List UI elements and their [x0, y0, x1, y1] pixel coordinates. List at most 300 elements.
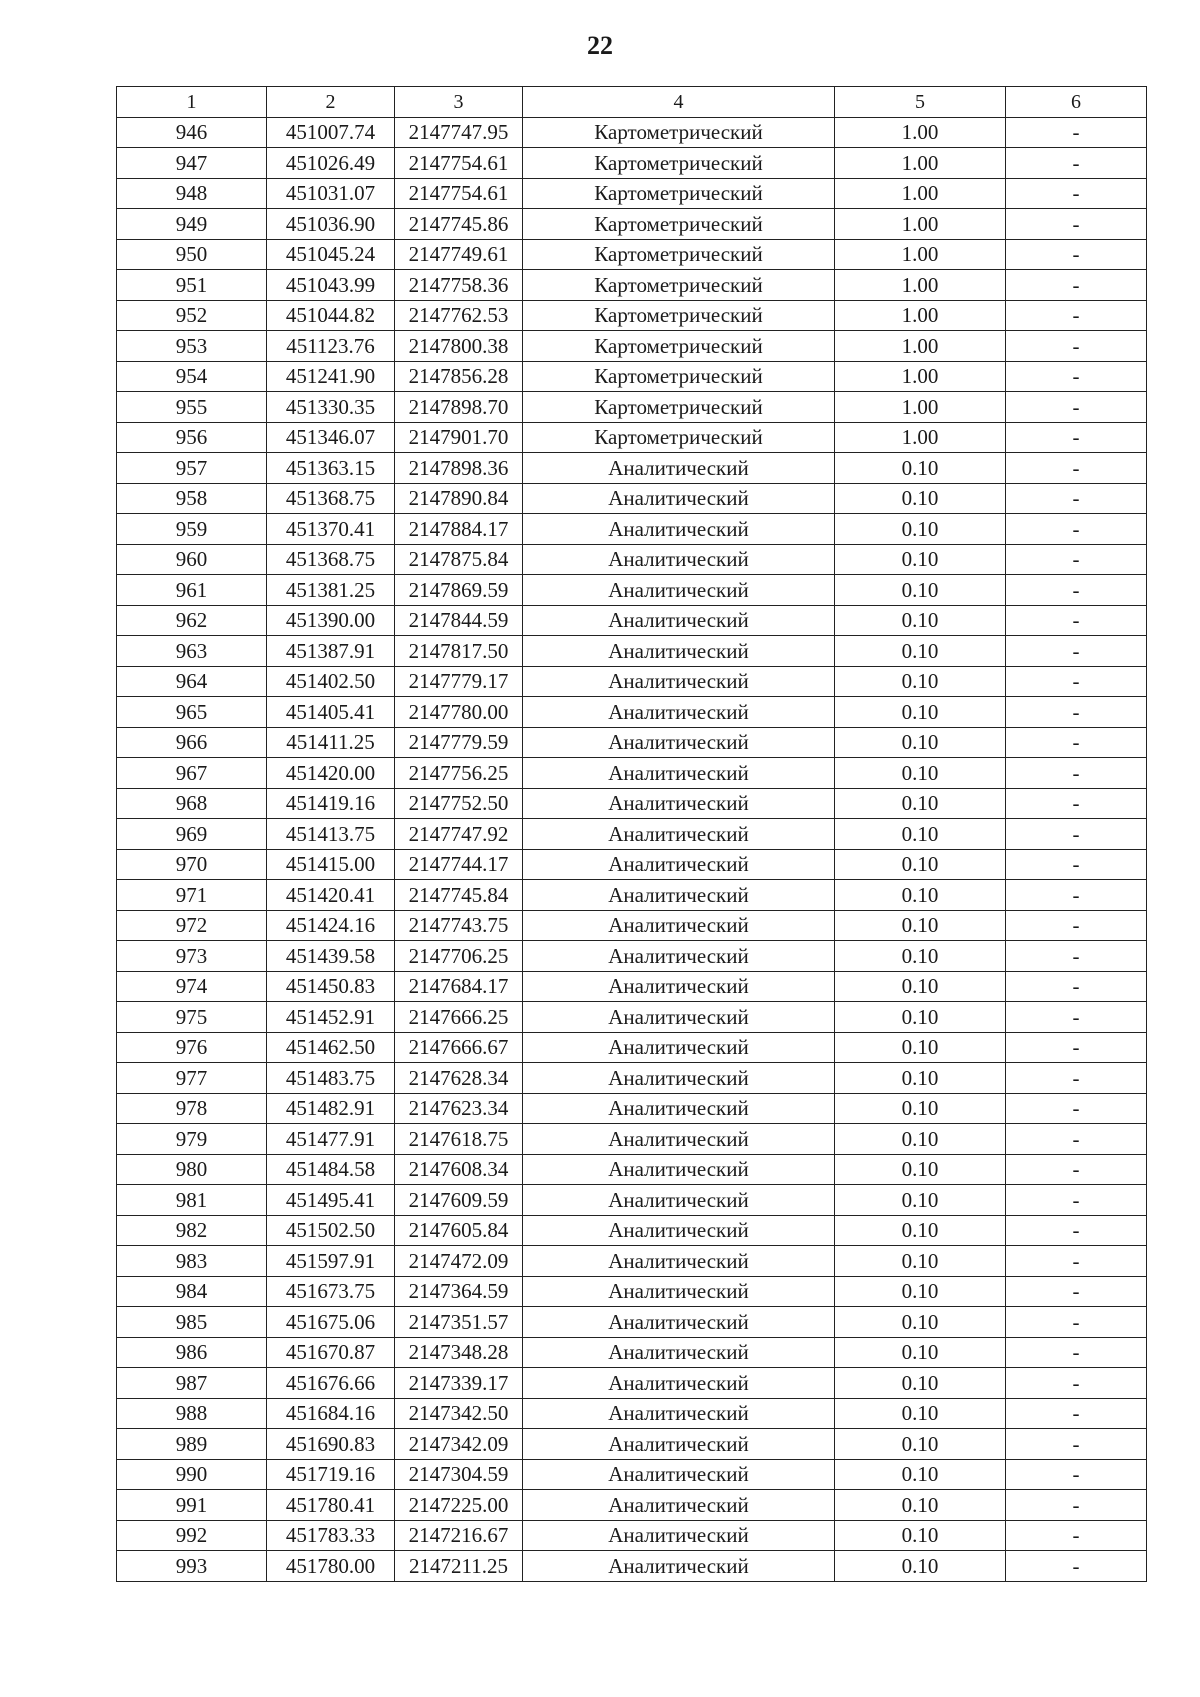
cell-point-number: 968 [117, 788, 267, 819]
cell-method: Аналитический [523, 910, 835, 941]
cell-x-coordinate: 451597.91 [267, 1246, 395, 1277]
cell-y-coordinate: 2147342.50 [395, 1398, 523, 1429]
table-row [117, 1185, 1147, 1216]
cell-method: Аналитический [523, 636, 835, 667]
cell-y-coordinate: 2147758.36 [395, 270, 523, 301]
cell-point-number: 950 [117, 239, 267, 270]
cell-point-number: 989 [117, 1429, 267, 1460]
cell-point-number: 972 [117, 910, 267, 941]
cell-y-coordinate: 2147684.17 [395, 971, 523, 1002]
cell-note: - [1006, 666, 1147, 697]
cell-x-coordinate: 451415.00 [267, 849, 395, 880]
cell-note: - [1006, 1429, 1147, 1460]
cell-point-number: 957 [117, 453, 267, 484]
cell-note: - [1006, 483, 1147, 514]
cell-point-number: 956 [117, 422, 267, 453]
cell-x-coordinate: 451424.16 [267, 910, 395, 941]
table-row [117, 819, 1147, 850]
cell-method: Аналитический [523, 941, 835, 972]
cell-x-coordinate: 451452.91 [267, 1002, 395, 1033]
cell-x-coordinate: 451045.24 [267, 239, 395, 270]
cell-method: Картометрический [523, 422, 835, 453]
cell-method: Аналитический [523, 1154, 835, 1185]
cell-accuracy: 0.10 [835, 1490, 1006, 1521]
table-row [117, 1246, 1147, 1277]
cell-method: Аналитический [523, 666, 835, 697]
table-row [117, 1002, 1147, 1033]
cell-note: - [1006, 1307, 1147, 1338]
cell-method: Картометрический [523, 270, 835, 301]
cell-accuracy: 0.10 [835, 880, 1006, 911]
cell-x-coordinate: 451368.75 [267, 483, 395, 514]
cell-y-coordinate: 2147756.25 [395, 758, 523, 789]
cell-point-number: 986 [117, 1337, 267, 1368]
cell-method: Аналитический [523, 788, 835, 819]
cell-y-coordinate: 2147342.09 [395, 1429, 523, 1460]
cell-note: - [1006, 819, 1147, 850]
cell-note: - [1006, 1520, 1147, 1551]
cell-accuracy: 0.10 [835, 788, 1006, 819]
cell-y-coordinate: 2147618.75 [395, 1124, 523, 1155]
cell-note: - [1006, 1215, 1147, 1246]
cell-point-number: 961 [117, 575, 267, 606]
cell-y-coordinate: 2147747.92 [395, 819, 523, 850]
cell-note: - [1006, 1551, 1147, 1582]
cell-point-number: 958 [117, 483, 267, 514]
cell-y-coordinate: 2147754.61 [395, 178, 523, 209]
cell-x-coordinate: 451381.25 [267, 575, 395, 606]
cell-note: - [1006, 392, 1147, 423]
cell-x-coordinate: 451363.15 [267, 453, 395, 484]
cell-y-coordinate: 2147901.70 [395, 422, 523, 453]
cell-x-coordinate: 451368.75 [267, 544, 395, 575]
cell-method: Аналитический [523, 1032, 835, 1063]
table-row [117, 727, 1147, 758]
cell-accuracy: 0.10 [835, 910, 1006, 941]
cell-method: Картометрический [523, 209, 835, 240]
cell-y-coordinate: 2147898.70 [395, 392, 523, 423]
cell-point-number: 971 [117, 880, 267, 911]
cell-x-coordinate: 451477.91 [267, 1124, 395, 1155]
table-row [117, 941, 1147, 972]
cell-x-coordinate: 451673.75 [267, 1276, 395, 1307]
cell-accuracy: 0.10 [835, 971, 1006, 1002]
cell-note: - [1006, 575, 1147, 606]
cell-note: - [1006, 1276, 1147, 1307]
cell-point-number: 954 [117, 361, 267, 392]
cell-point-number: 949 [117, 209, 267, 240]
table-row [117, 1429, 1147, 1460]
cell-note: - [1006, 1032, 1147, 1063]
cell-x-coordinate: 451419.16 [267, 788, 395, 819]
cell-note: - [1006, 941, 1147, 972]
cell-y-coordinate: 2147752.50 [395, 788, 523, 819]
cell-point-number: 963 [117, 636, 267, 667]
cell-method: Аналитический [523, 1520, 835, 1551]
cell-x-coordinate: 451346.07 [267, 422, 395, 453]
cell-point-number: 983 [117, 1246, 267, 1277]
table-row [117, 971, 1147, 1002]
cell-note: - [1006, 453, 1147, 484]
cell-accuracy: 1.00 [835, 270, 1006, 301]
cell-x-coordinate: 451241.90 [267, 361, 395, 392]
cell-point-number: 984 [117, 1276, 267, 1307]
cell-accuracy: 1.00 [835, 148, 1006, 179]
cell-x-coordinate: 451783.33 [267, 1520, 395, 1551]
cell-accuracy: 0.10 [835, 758, 1006, 789]
cell-x-coordinate: 451483.75 [267, 1063, 395, 1094]
cell-x-coordinate: 451036.90 [267, 209, 395, 240]
cell-note: - [1006, 209, 1147, 240]
cell-method: Аналитический [523, 1429, 835, 1460]
cell-note: - [1006, 178, 1147, 209]
cell-note: - [1006, 788, 1147, 819]
cell-note: - [1006, 1490, 1147, 1521]
cell-note: - [1006, 1002, 1147, 1033]
table-row [117, 1124, 1147, 1155]
cell-method: Аналитический [523, 1337, 835, 1368]
cell-accuracy: 0.10 [835, 1368, 1006, 1399]
cell-method: Аналитический [523, 1368, 835, 1399]
cell-note: - [1006, 727, 1147, 758]
cell-x-coordinate: 451402.50 [267, 666, 395, 697]
cell-y-coordinate: 2147472.09 [395, 1246, 523, 1277]
cell-point-number: 979 [117, 1124, 267, 1155]
cell-accuracy: 0.10 [835, 819, 1006, 850]
cell-accuracy: 0.10 [835, 544, 1006, 575]
cell-method: Картометрический [523, 392, 835, 423]
cell-y-coordinate: 2147898.36 [395, 453, 523, 484]
cell-point-number: 964 [117, 666, 267, 697]
cell-y-coordinate: 2147628.34 [395, 1063, 523, 1094]
table-row [117, 666, 1147, 697]
table-row [117, 148, 1147, 179]
cell-y-coordinate: 2147749.61 [395, 239, 523, 270]
cell-accuracy: 1.00 [835, 300, 1006, 331]
cell-y-coordinate: 2147609.59 [395, 1185, 523, 1216]
cell-x-coordinate: 451044.82 [267, 300, 395, 331]
table-row [117, 1368, 1147, 1399]
cell-note: - [1006, 1459, 1147, 1490]
cell-x-coordinate: 451387.91 [267, 636, 395, 667]
cell-method: Картометрический [523, 178, 835, 209]
cell-point-number: 985 [117, 1307, 267, 1338]
cell-accuracy: 0.10 [835, 1520, 1006, 1551]
cell-x-coordinate: 451390.00 [267, 605, 395, 636]
cell-point-number: 974 [117, 971, 267, 1002]
cell-accuracy: 0.10 [835, 1337, 1006, 1368]
cell-x-coordinate: 451484.58 [267, 1154, 395, 1185]
table-row [117, 1551, 1147, 1582]
cell-note: - [1006, 758, 1147, 789]
cell-point-number: 969 [117, 819, 267, 850]
cell-accuracy: 0.10 [835, 1276, 1006, 1307]
table-row [117, 361, 1147, 392]
cell-note: - [1006, 1185, 1147, 1216]
cell-accuracy: 0.10 [835, 575, 1006, 606]
cell-accuracy: 1.00 [835, 361, 1006, 392]
cell-method: Аналитический [523, 697, 835, 728]
cell-y-coordinate: 2147225.00 [395, 1490, 523, 1521]
cell-point-number: 955 [117, 392, 267, 423]
cell-y-coordinate: 2147348.28 [395, 1337, 523, 1368]
cell-method: Аналитический [523, 1490, 835, 1521]
cell-point-number: 947 [117, 148, 267, 179]
cell-method: Аналитический [523, 1215, 835, 1246]
table-row [117, 209, 1147, 240]
cell-note: - [1006, 1368, 1147, 1399]
cell-note: - [1006, 361, 1147, 392]
cell-note: - [1006, 697, 1147, 728]
cell-point-number: 970 [117, 849, 267, 880]
cell-method: Картометрический [523, 117, 835, 148]
table-row [117, 544, 1147, 575]
cell-x-coordinate: 451502.50 [267, 1215, 395, 1246]
table-row [117, 514, 1147, 545]
cell-point-number: 946 [117, 117, 267, 148]
cell-point-number: 988 [117, 1398, 267, 1429]
cell-method: Аналитический [523, 727, 835, 758]
cell-note: - [1006, 1124, 1147, 1155]
cell-x-coordinate: 451439.58 [267, 941, 395, 972]
cell-y-coordinate: 2147869.59 [395, 575, 523, 606]
table-row [117, 1520, 1147, 1551]
table-row [117, 880, 1147, 911]
cell-method: Аналитический [523, 1246, 835, 1277]
cell-accuracy: 0.10 [835, 1215, 1006, 1246]
cell-point-number: 992 [117, 1520, 267, 1551]
cell-method: Аналитический [523, 1002, 835, 1033]
cell-note: - [1006, 1398, 1147, 1429]
cell-accuracy: 1.00 [835, 117, 1006, 148]
table-row [117, 575, 1147, 606]
cell-note: - [1006, 514, 1147, 545]
cell-method: Аналитический [523, 880, 835, 911]
table-row [117, 1032, 1147, 1063]
cell-x-coordinate: 451031.07 [267, 178, 395, 209]
cell-point-number: 967 [117, 758, 267, 789]
header-cell-1: 1 [117, 87, 267, 118]
cell-x-coordinate: 451495.41 [267, 1185, 395, 1216]
cell-x-coordinate: 451690.83 [267, 1429, 395, 1460]
cell-note: - [1006, 300, 1147, 331]
table-row [117, 1276, 1147, 1307]
cell-note: - [1006, 880, 1147, 911]
cell-y-coordinate: 2147304.59 [395, 1459, 523, 1490]
table-row [117, 392, 1147, 423]
cell-accuracy: 0.10 [835, 1307, 1006, 1338]
cell-point-number: 978 [117, 1093, 267, 1124]
cell-method: Аналитический [523, 514, 835, 545]
cell-accuracy: 0.10 [835, 636, 1006, 667]
cell-y-coordinate: 2147216.67 [395, 1520, 523, 1551]
cell-y-coordinate: 2147780.00 [395, 697, 523, 728]
cell-accuracy: 0.10 [835, 1246, 1006, 1277]
table-row [117, 697, 1147, 728]
table-row [117, 1459, 1147, 1490]
cell-note: - [1006, 1063, 1147, 1094]
cell-y-coordinate: 2147745.86 [395, 209, 523, 240]
cell-note: - [1006, 544, 1147, 575]
table-header-row [117, 87, 1147, 118]
cell-x-coordinate: 451482.91 [267, 1093, 395, 1124]
cell-y-coordinate: 2147779.59 [395, 727, 523, 758]
table-row [117, 605, 1147, 636]
cell-point-number: 973 [117, 941, 267, 972]
cell-x-coordinate: 451670.87 [267, 1337, 395, 1368]
table-row [117, 483, 1147, 514]
cell-accuracy: 0.10 [835, 605, 1006, 636]
cell-accuracy: 0.10 [835, 1063, 1006, 1094]
cell-accuracy: 0.10 [835, 1124, 1006, 1155]
cell-y-coordinate: 2147779.17 [395, 666, 523, 697]
cell-point-number: 990 [117, 1459, 267, 1490]
cell-x-coordinate: 451007.74 [267, 117, 395, 148]
cell-x-coordinate: 451420.00 [267, 758, 395, 789]
cell-accuracy: 1.00 [835, 422, 1006, 453]
table-row [117, 910, 1147, 941]
cell-note: - [1006, 148, 1147, 179]
cell-x-coordinate: 451450.83 [267, 971, 395, 1002]
cell-accuracy: 0.10 [835, 1032, 1006, 1063]
cell-x-coordinate: 451684.16 [267, 1398, 395, 1429]
cell-method: Картометрический [523, 300, 835, 331]
cell-accuracy: 0.10 [835, 514, 1006, 545]
cell-x-coordinate: 451675.06 [267, 1307, 395, 1338]
cell-accuracy: 0.10 [835, 1398, 1006, 1429]
cell-y-coordinate: 2147747.95 [395, 117, 523, 148]
table-row [117, 1307, 1147, 1338]
cell-note: - [1006, 605, 1147, 636]
cell-x-coordinate: 451462.50 [267, 1032, 395, 1063]
cell-point-number: 951 [117, 270, 267, 301]
cell-accuracy: 0.10 [835, 849, 1006, 880]
cell-note: - [1006, 422, 1147, 453]
cell-y-coordinate: 2147875.84 [395, 544, 523, 575]
cell-point-number: 952 [117, 300, 267, 331]
cell-note: - [1006, 1093, 1147, 1124]
cell-point-number: 977 [117, 1063, 267, 1094]
cell-method: Аналитический [523, 1124, 835, 1155]
cell-method: Аналитический [523, 1459, 835, 1490]
cell-method: Картометрический [523, 148, 835, 179]
cell-method: Аналитический [523, 819, 835, 850]
table-row [117, 636, 1147, 667]
cell-accuracy: 1.00 [835, 178, 1006, 209]
cell-point-number: 987 [117, 1368, 267, 1399]
cell-note: - [1006, 117, 1147, 148]
table-row [117, 1063, 1147, 1094]
cell-y-coordinate: 2147754.61 [395, 148, 523, 179]
cell-accuracy: 1.00 [835, 209, 1006, 240]
cell-y-coordinate: 2147608.34 [395, 1154, 523, 1185]
cell-x-coordinate: 451413.75 [267, 819, 395, 850]
cell-x-coordinate: 451719.16 [267, 1459, 395, 1490]
table-row [117, 849, 1147, 880]
header-cell-5: 5 [835, 87, 1006, 118]
cell-y-coordinate: 2147605.84 [395, 1215, 523, 1246]
cell-point-number: 975 [117, 1002, 267, 1033]
cell-note: - [1006, 971, 1147, 1002]
cell-point-number: 965 [117, 697, 267, 728]
cell-y-coordinate: 2147890.84 [395, 483, 523, 514]
cell-accuracy: 0.10 [835, 1459, 1006, 1490]
cell-y-coordinate: 2147884.17 [395, 514, 523, 545]
cell-note: - [1006, 1246, 1147, 1277]
cell-accuracy: 0.10 [835, 941, 1006, 972]
table-row [117, 331, 1147, 362]
cell-accuracy: 1.00 [835, 331, 1006, 362]
cell-x-coordinate: 451780.41 [267, 1490, 395, 1521]
cell-y-coordinate: 2147762.53 [395, 300, 523, 331]
cell-accuracy: 0.10 [835, 1002, 1006, 1033]
cell-x-coordinate: 451405.41 [267, 697, 395, 728]
table-row [117, 300, 1147, 331]
cell-y-coordinate: 2147666.67 [395, 1032, 523, 1063]
cell-note: - [1006, 849, 1147, 880]
cell-x-coordinate: 451411.25 [267, 727, 395, 758]
cell-y-coordinate: 2147800.38 [395, 331, 523, 362]
cell-y-coordinate: 2147666.25 [395, 1002, 523, 1033]
cell-method: Картометрический [523, 239, 835, 270]
cell-method: Аналитический [523, 1398, 835, 1429]
cell-accuracy: 0.10 [835, 1429, 1006, 1460]
cell-method: Аналитический [523, 849, 835, 880]
cell-accuracy: 0.10 [835, 453, 1006, 484]
cell-y-coordinate: 2147856.28 [395, 361, 523, 392]
table-body [117, 117, 1147, 1581]
cell-accuracy: 1.00 [835, 239, 1006, 270]
cell-method: Аналитический [523, 1551, 835, 1582]
cell-method: Картометрический [523, 361, 835, 392]
table-row [117, 178, 1147, 209]
cell-method: Аналитический [523, 544, 835, 575]
cell-y-coordinate: 2147844.59 [395, 605, 523, 636]
cell-point-number: 981 [117, 1185, 267, 1216]
coordinates-table [116, 86, 1147, 1582]
cell-method: Аналитический [523, 758, 835, 789]
table-row [117, 758, 1147, 789]
cell-point-number: 991 [117, 1490, 267, 1521]
cell-accuracy: 0.10 [835, 483, 1006, 514]
table-row [117, 1398, 1147, 1429]
cell-x-coordinate: 451420.41 [267, 880, 395, 911]
table-row [117, 239, 1147, 270]
page-number: 22 [587, 31, 613, 60]
cell-point-number: 982 [117, 1215, 267, 1246]
cell-y-coordinate: 2147364.59 [395, 1276, 523, 1307]
cell-accuracy: 0.10 [835, 1154, 1006, 1185]
cell-method: Аналитический [523, 971, 835, 1002]
cell-point-number: 962 [117, 605, 267, 636]
table-row [117, 1337, 1147, 1368]
cell-accuracy: 0.10 [835, 1551, 1006, 1582]
cell-point-number: 959 [117, 514, 267, 545]
cell-y-coordinate: 2147351.57 [395, 1307, 523, 1338]
table-row [117, 1215, 1147, 1246]
cell-point-number: 993 [117, 1551, 267, 1582]
cell-y-coordinate: 2147339.17 [395, 1368, 523, 1399]
cell-y-coordinate: 2147623.34 [395, 1093, 523, 1124]
header-cell-3: 3 [395, 87, 523, 118]
table-row [117, 788, 1147, 819]
header-cell-2: 2 [267, 87, 395, 118]
cell-point-number: 976 [117, 1032, 267, 1063]
cell-method: Аналитический [523, 1063, 835, 1094]
cell-y-coordinate: 2147817.50 [395, 636, 523, 667]
cell-y-coordinate: 2147211.25 [395, 1551, 523, 1582]
table-row [117, 1154, 1147, 1185]
